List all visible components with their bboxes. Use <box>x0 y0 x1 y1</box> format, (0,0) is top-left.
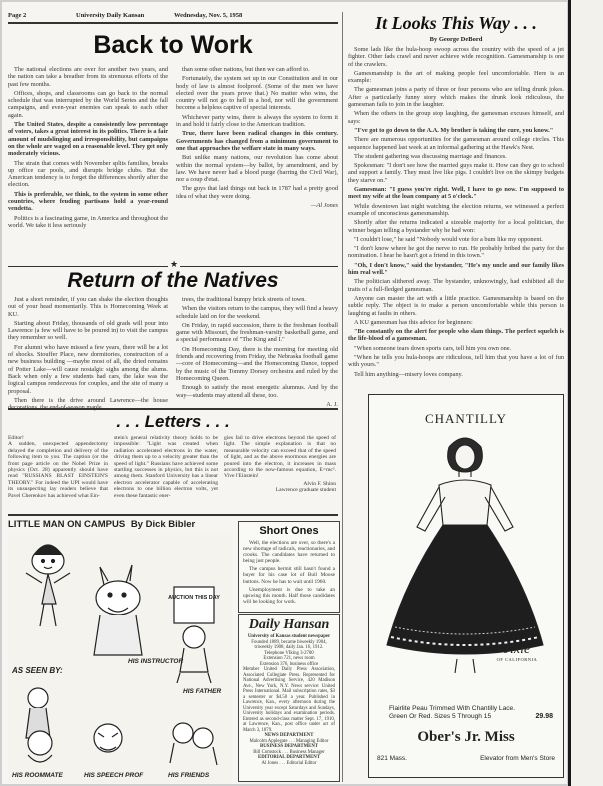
paragraph: Shortly after the returns indicated a sizeable majority for a local politician, the winner began telling a bystander why he had won: <box>348 219 564 234</box>
paragraph: The student gathering was discussing marriage and finances. <box>354 152 507 160</box>
paragraph: "Oh, I don't know," said the bystander, "He's my uncle and our family likes him real well." <box>348 261 564 277</box>
dress-illustration <box>369 427 561 677</box>
editorial-dept: EDITORIAL DEPARTMENT <box>258 755 320 760</box>
newspaper-flag-box <box>238 614 340 782</box>
natives-col-2 <box>176 296 338 406</box>
letter-text: A sudden, unexpected appendectomy delayed the completion and delivery of the following item to you. The caption (or the front page article on the Nobel Prize in physics (Oct. 28) apparently should have read "RUSSIANS BLAST EINSTEIN'S THEORY." For indeed the UPI would have its unsuspecting lay readers believe that Pavel Cherenkov has achieved what Ein- <box>8 441 108 499</box>
paragraph: On Friday, in rapid succession, there is the freshman football game with Missouri, the freshman-varsity basketball game, and a special performance of "The King and I." <box>176 321 338 344</box>
cartoon-caption: HIS INSTRUCTOR <box>128 658 184 665</box>
paragraph: The guys that laid things out back in 1787 had a pretty good idea of what they were doing. <box>176 185 338 200</box>
paragraph: Fortunately, the system set up in our Constitution and in our body of law is almost foolproof. (Some of the men we have elected over the years prove that.) No matter who wins, the country will not go to hell in a hod, nor will the government become a helpless captive of special interests. <box>176 75 338 112</box>
adjacent-page-edge <box>568 0 603 786</box>
letter-salutation: Editor! <box>8 435 24 441</box>
auction-sign: AUCTION THIS DAY <box>168 595 220 601</box>
masthead-rule <box>8 22 338 24</box>
flag-line: Extension 376, business office <box>259 661 319 667</box>
back-to-work-col-1 <box>8 66 168 264</box>
letters-headline: . . . Letters . . . <box>116 412 230 431</box>
paragraph: On Homecoming Day, there is the morning for meeting old friends and recovering from Friday, the Nebraska football game—core of Homecoming—and the Homecoming Dance, topped by the music of the Tommy Dorsey orchestra and ruled by the Homecoming Queen. <box>176 345 338 382</box>
ad-brand <box>487 643 547 662</box>
star-ornament: ★ <box>170 259 179 269</box>
column-byline: By George DeBord <box>429 36 483 43</box>
paragraph: "When someone tears down sports cars, tell him you own one. <box>354 344 512 352</box>
ad-description: Flairlite Peau Trimmed With Chantilly Lace. Green Or Red. Sizes 5 Through 15 <box>389 705 516 720</box>
paragraph: The politician slithered away. The bystander, unknowingly, had exhibited all the traits of a full-fledged gamesman. <box>348 278 564 293</box>
paragraph: Spokesman: "I don't see how the married guys make it. How can they go to school and support a family. They must live like pigs. I couldn't live on the skimpy budgets they starve on." <box>348 162 564 184</box>
letter-text: stein's general relativity theory holds to be impossible: "Light was created when radiation accelerated electrons in the water, driving them up to a velocity greater than the speed of light." Russians have achieved some startling successes in physics, but this is not among them. Stanford University has a linear electron accelerator capable of accelerating electrons to one billion electron volts, yet even these fantastic ener- <box>114 435 218 499</box>
flag-line: Extension 721, news room <box>263 656 315 661</box>
paragraph: "I don't know where he got the nerve to run. He probably bribed the party for the nomination. I hear he hasn't got a friend in this town." <box>348 245 564 260</box>
paragraph: "I've got to go down to the A.A. My brother is taking the cure, you know." <box>354 126 554 134</box>
paragraph: When the visitors return to the campus, they will find a heavy schedule laid on for the weekend. <box>176 305 338 320</box>
paragraph: When the others in the group stop laughing, the gamesman excuses himself, and says: <box>348 110 564 125</box>
newspaper-page <box>2 2 567 784</box>
short-ones-title: Short Ones <box>259 525 319 537</box>
paragraph: Politics is a fascinating game, in America and throughout the world. We take it less seriously <box>8 214 168 229</box>
ad-location: Elevator from Men's Store <box>480 755 555 762</box>
paragraph: Whichever party wins, there is always the system to form it in and hold it fairly close to the American tradition. <box>176 113 338 129</box>
editorial-headline-natives: Return of the Natives <box>67 269 279 292</box>
paragraph: than some other nations, but then we can afford to. <box>182 66 310 73</box>
cartoon-caption: HIS FRIENDS <box>168 772 210 779</box>
cartoon-figure <box>26 688 50 738</box>
cartoon-caption: HIS ROOMMATE <box>12 772 63 779</box>
cartoon-illustration <box>8 533 232 783</box>
paragraph: But unlike many nations, our revolution has come about within the normal system—by ballot, by amendment, and by law. We have never had a blood purge (barring the Civil War), nor a coup d'etat. <box>176 154 338 184</box>
short-item: Well, the elections are over, so there's a new shortage of radicals, reactionaries, and crooks. The candidates have returned to being just people. <box>243 540 335 565</box>
editorial-staff: Al Jones . . . Editorial Editor <box>261 760 317 766</box>
cartoon-seen-by: AS SEEN BY: <box>12 666 63 675</box>
paragraph: Starting about Friday, thousands of old grads will pour into Lawrence (a few will have to be poured in) to visit the campus they remember so well. <box>8 319 168 342</box>
paragraph: The United States, despite a consistently low percentage of voters, takes a great interest in its politics. There is a fair amount of mudslinging and irresponsibility, but campaigns on the whole are waged on a reasonable level. They get only moderately vicious. <box>8 121 168 158</box>
paragraph: "I couldn't lose," he said "Nobody would vote for a bum like my opponent. <box>354 235 543 243</box>
business-staff: Bill Comstock . . . Business Manager <box>253 749 325 755</box>
paragraph: Tell him anything—misery loves company. <box>354 370 463 378</box>
short-item: Unemployment is due to take an upswing this month. Half those candidates will be looking for work. <box>243 586 335 605</box>
short-ones-items <box>239 538 339 609</box>
flag-line: Member United Daily Press Association, Associated Collegiate Press. Represented for National Advertising Service, 420 Madison Ave., New York, N.Y. News service: United Press International. Mail subscription rates, $3 a semester or $4.50 a year. Published in Lawrence, Kan., every afternoon during the University year except Saturdays and Sundays, University holidays and examination periods. Entered as second-class matter Sept. 17, 1910, at Lawrence, Kan., post office under act of March 3, 1879. <box>243 667 335 733</box>
paragraph: There are numerous opportunities for the gamesman around college circles. This sequence happened last week at an informal gathering at the Hawk's Nest. <box>348 136 564 151</box>
paragraph: Then there is the drive around Lawrence—the house <box>14 396 168 404</box>
paragraph: trees, the traditional bumpy brick streets of town. <box>182 296 306 303</box>
letters-col-3 <box>224 435 336 511</box>
natives-col-1 <box>8 296 168 406</box>
paragraph: Some lads like the hula-hoop swoop across the country with the speed of a jet fighter. Other fads crawl and never achieve wide recognition. Gamesmanship is one of the crawlers. <box>348 46 564 68</box>
paragraph: This is preferable, we think, to the system in some other countries, where feuding partisans hold a year-round vendetta. <box>8 190 168 213</box>
brand-sub: OF CALIFORNIA <box>496 657 538 662</box>
news-staff: Malcolm Applegate . . . Managing Editor <box>249 738 329 744</box>
signature: A. J. <box>326 400 338 408</box>
cartoon-title <box>8 519 228 530</box>
paragraph: Just a short reminder, if you can shake the election thoughts out of your head momentarily. This is Homecoming Week at KU. <box>8 296 168 318</box>
paragraph: "Be constantly on the alert for people who slam things. The perfect squelch is the life-blood of a gamesman. <box>348 328 564 343</box>
divider <box>8 514 338 516</box>
short-item: The campus hermit still hasn't found a buyer for his case lot of Bull Moose buttons. Now he has to wait until 1960. <box>243 566 335 585</box>
paragraph: Offices, shops, and classrooms can go back to the normal schedule that was interrupted by the World Series and the fall campaigns, and even-year enemies can speak to each other again. <box>8 89 168 119</box>
ad-address: 821 Mass. <box>377 755 407 762</box>
signature: —Al Jones <box>310 202 338 210</box>
back-to-work-col-2 <box>176 66 338 264</box>
flag-line: Telephone VIking 3-2700 <box>264 650 314 656</box>
flag-line: University of Kansas student newspaper <box>247 634 331 639</box>
brand-name: Jixie <box>503 642 531 657</box>
column-body <box>348 46 564 391</box>
paragraph: While downtown last night watching the election returns, we witnessed a perfect example of unconscious gamesmanship. <box>348 202 564 217</box>
paragraph: The gamesman joins a party of three or four persons who are telling drunk jokes. After a particularly funny story which makes the drunk look ridiculous, the gamesman fails to join in the laughter. <box>348 86 564 109</box>
cartoon-byline: By Dick Bibler <box>130 519 196 530</box>
ad-headline: CHANTILLY <box>424 411 508 426</box>
paragraph: True, there have been radical changes in this century. Governments has changed from a minimum government to one that approaches the welfare state in many ways. <box>176 130 338 152</box>
ad-store: Ober's Jr. Miss <box>417 729 515 745</box>
column-divider <box>342 12 343 782</box>
flag-line: triweekly 1908, daily Jan. 16, 1912. <box>254 645 324 650</box>
letter-signer: Alvin F. Shinn <box>303 480 336 487</box>
column-headline: It Looks This Way . . . <box>375 13 537 33</box>
flag-details <box>239 633 339 767</box>
flag-line: Founded 1889, became biweekly 1904, <box>251 639 327 645</box>
letters-col-2 <box>114 435 218 511</box>
divider <box>8 408 338 410</box>
issue-date: Wednesday, Nov. 5, 1958 <box>174 12 243 19</box>
paragraph: For alumni who have missed a few years, there will be a lot of shocks. Stouffer Place, new dormitories, construction of a new business building —maybe most of all, the dried remains of Potter Lake—will cause nostalgic sighs among the alums. Back when only a few students had cars, the lake was the logical campus rendezvous for couples, and the site of many a proposal. <box>8 343 168 395</box>
business-dept: BUSINESS DEPARTMENT <box>260 744 318 749</box>
paragraph: "When he tells you hula-hoops are ridiculous, tell him that you have a lot of fun with yours." <box>348 353 564 369</box>
paragraph: Gamesmanship is the art of making people feel uncomfortable. Here is an example: <box>348 69 564 85</box>
short-ones-box <box>238 521 340 613</box>
paragraph: Anyone can master the art with a little practice. Gamesmanship is based on the subtle reply. The object is to make a person uncomfortable while this person is laughing at faults in others. <box>348 294 564 317</box>
cartoon-name: LITTLE MAN ON CAMPUS <box>8 519 126 530</box>
paper-name: University Daily Kansan <box>76 12 145 19</box>
paragraph: Enough to satisfy the most energetic alumnus. And by the way—students may attend all these, too. <box>176 384 338 399</box>
editorial-headline-back-to-work: Back to Work <box>93 31 253 59</box>
page-number: Page 2 <box>8 12 27 19</box>
paragraph: A KU gamesman has this advice for beginners: <box>354 318 473 326</box>
ad-price: 29.98 <box>535 713 553 720</box>
cartoon-caption: HIS FATHER <box>183 688 222 695</box>
paragraph: The strain that comes with November splits families, breaks up office car pools, and disrupts bridge clubs. But the American tendency is to forget the differences shortly after the election. <box>8 159 168 189</box>
news-dept: NEWS DEPARTMENT <box>264 733 314 738</box>
flag-name: Daily Hansan <box>248 617 330 632</box>
paragraph: The national elections are over for another two years, and the nation can take a breather from its strenuous efforts of the past few months. <box>8 66 168 88</box>
advertisement <box>368 394 564 778</box>
paragraph: Gamesman: "I guess you're right. Well, I have to go now. I'm supposed to meet my wife at the loan company at 5 o'clock." <box>348 186 564 201</box>
letters-col-1 <box>8 435 108 511</box>
cartoon-caption: HIS SPEECH PROF <box>84 772 144 779</box>
letter-signer-title: Lawrence graduate student <box>275 487 336 494</box>
masthead <box>8 12 338 22</box>
letter-text: gies fail to drive electrons beyond the speed of light. The simple explanation is that no measurable velocity can exceed that of the speed of light, and as the above enormous energies are poured into the electron, it increases in mass according to the now-famous equation, E=mc². Vive l'Einstein! <box>224 435 336 480</box>
